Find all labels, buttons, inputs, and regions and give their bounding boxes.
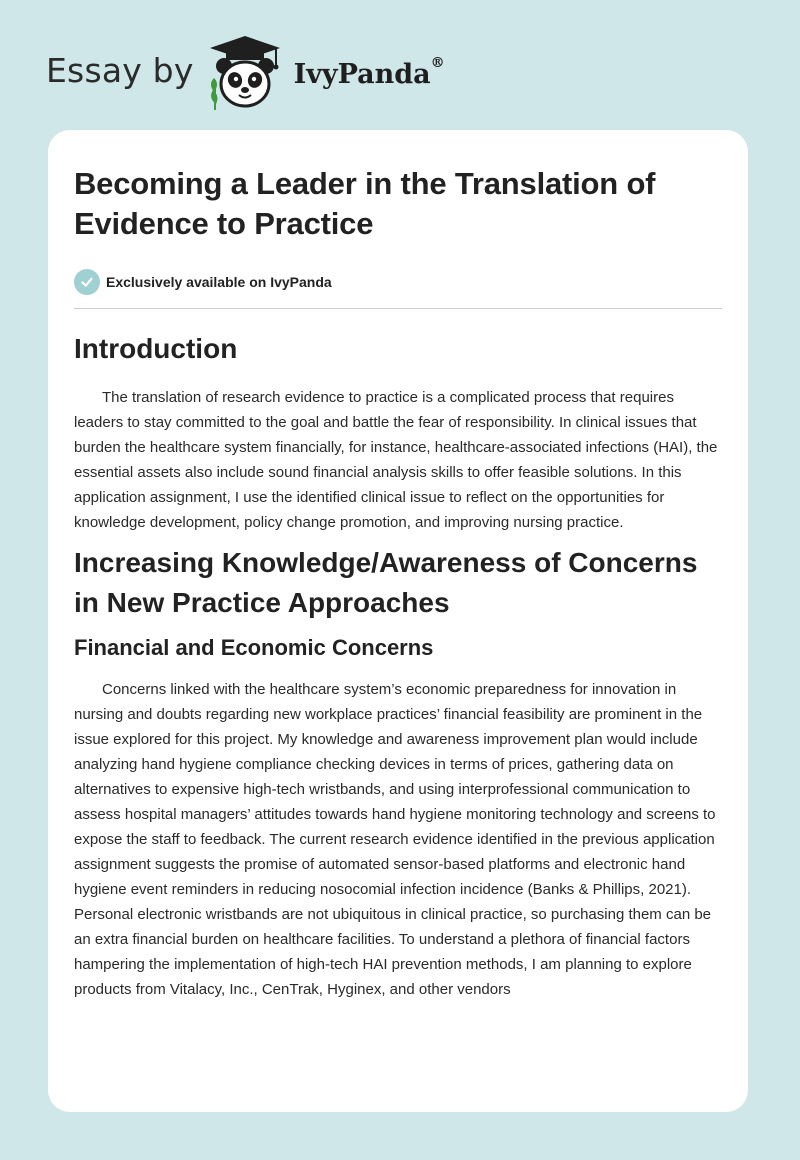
essay-title: Becoming a Leader in the Translation of Evidence to Practice [74, 166, 656, 241]
brand-name[interactable] [293, 54, 445, 90]
site-header [46, 32, 445, 112]
exclusive-badge [74, 268, 722, 296]
section-heading-awareness: Increasing Knowledge/Awareness of Concerns in New Practice Approaches [74, 547, 698, 618]
paragraph-financial-concerns: Concerns linked with the healthcare system’s economic preparedness for innovation in nursing and doubts regarding new workplace practices’ financial feasibility are prominent in the issue explored for this project. My knowledge and awareness improvement plan would include analyzing hand hygiene compliance checking devices in terms of prices, gathering data on alternatives to expensive high-tech wristbands, and using interprofessional communication to assess hospital managers’ attitudes towards hand hygiene monitoring technology and screens to expose the staff to feedback. The current research evidence identified in the previous application assignment suggests the promise of automated sensor-based platforms and electronic hand hygiene event reminders in reducing nosocomial infection incidence (Banks & Phillips, 2021). Personal electronic wristbands are not ubiquitous in clinical practice, so purchasing them can be an extra financial burden on healthcare facilities. To understand a plethora of financial factors hampering the implementation of high-tech HAI prevention methods, I am planning to explore products from Vitalacy, Inc., CenTrak, Hyginex, and other vendors [74, 681, 716, 998]
panda-graduate-logo-icon[interactable] [204, 32, 286, 112]
section-heading-introduction: Introduction [74, 333, 238, 364]
brand-name-text: IvyPanda [293, 58, 431, 90]
essay-card [48, 130, 748, 1112]
paragraph-introduction: The translation of research evidence to practice is a complicated process that requires leaders to stay committed to the goal and battle the fear of responsibility. In clinical issues that burden the healthcare system financially, for instance, healthcare-associated infections (HAI), the essential assets also include sound financial analysis skills to offer feasible solutions. In this application assignment, I use the identified clinical issue to reflect on the opportunities for knowledge development, policy change promotion, and improving nursing practice. [74, 389, 718, 531]
subheading-financial-concerns: Financial and Economic Concerns [74, 635, 434, 660]
exclusive-badge-label: Exclusively available on IvyPanda [106, 274, 332, 290]
essay-by-label: Essay by [46, 50, 194, 90]
title-divider [74, 308, 722, 309]
trademark-symbol: ® [430, 54, 445, 71]
check-circle-icon [74, 269, 100, 295]
